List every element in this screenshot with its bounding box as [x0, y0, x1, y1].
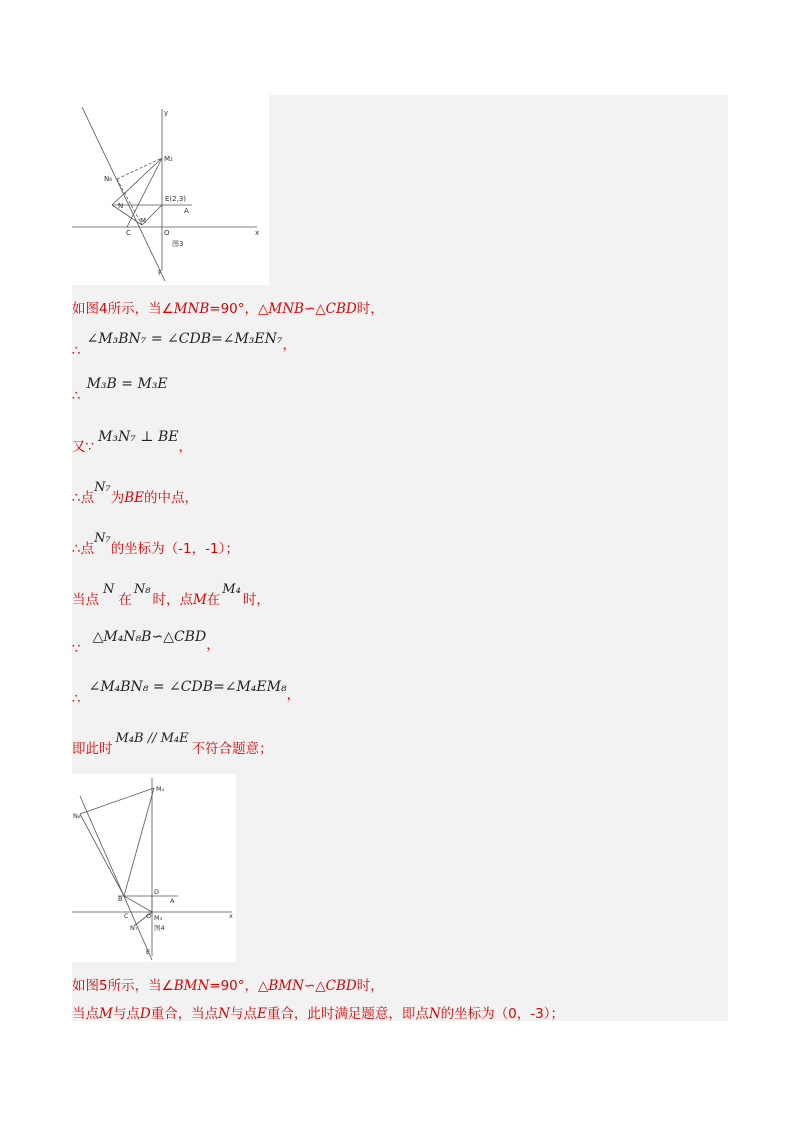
label-n6: N₆ [104, 175, 113, 183]
label-x: x [255, 229, 260, 237]
figure-3 [72, 95, 269, 285]
label-c: C [126, 229, 131, 237]
label-e: E(2,3) [165, 195, 187, 203]
label-c: C [124, 912, 129, 920]
label-o: O [164, 229, 170, 237]
text-line-1: 如图4所示，当∠MNB=90°，△MNB∽△CBD时， [72, 301, 384, 317]
label-f: F [158, 269, 163, 277]
text-line-8: ∵△M₄N₈B∽△CBD， [72, 629, 220, 657]
line-ce [80, 796, 152, 960]
text-line-10: 即此时M₄B // M₄E不符合题意； [72, 731, 273, 757]
label-e: E [146, 948, 151, 956]
text-line-4: 又∵M₃N₇ ⊥ BE， [72, 429, 192, 455]
text-line-7: 当点N在N₈时，点M在M₄时， [72, 582, 270, 608]
text-line-12: 当点M与点D重合，当点N与点E重合，此时满足题意，即点N的坐标为（0，-3）； [72, 1006, 564, 1022]
label-fig3: 图3 [172, 240, 184, 248]
figure-3-diagram [72, 95, 269, 285]
figure-4 [72, 774, 236, 962]
label-m2: M₂ [164, 155, 173, 163]
label-n7: N₇ [130, 924, 138, 932]
text-line-3: ∴M₃B = M₃E [72, 376, 168, 404]
label-m4: M₄ [156, 785, 165, 793]
label-m: M [140, 217, 147, 225]
label-x: x [229, 912, 233, 920]
label-n: N [118, 202, 124, 210]
text-line-9: ∴∠M₄BN₈ = ∠CDB=∠M₄EM₈， [72, 679, 301, 707]
label-m3: M₃ [154, 914, 163, 922]
figure-4-diagram [72, 774, 236, 962]
label-d: D [154, 888, 160, 896]
label-o: O [146, 912, 152, 920]
text-line-11: 如图5所示，当∠BMN=90°，△BMN∽△CBD时， [72, 978, 384, 994]
text-line-5: ∴点N₇为BE的中点， [72, 480, 198, 506]
text-line-2: ∴∠M₃BN₇ = ∠CDB=∠M₃EN₇， [72, 331, 296, 359]
label-b: B [118, 895, 123, 903]
label-n8: N₈ [73, 812, 81, 820]
label-a: A [184, 207, 189, 215]
label-fig4: 图4 [154, 924, 165, 932]
text-line-6: ∴点N₇的坐标为（-1，-1）； [72, 531, 239, 557]
label-a: A [170, 897, 175, 905]
label-y: y [164, 109, 169, 117]
